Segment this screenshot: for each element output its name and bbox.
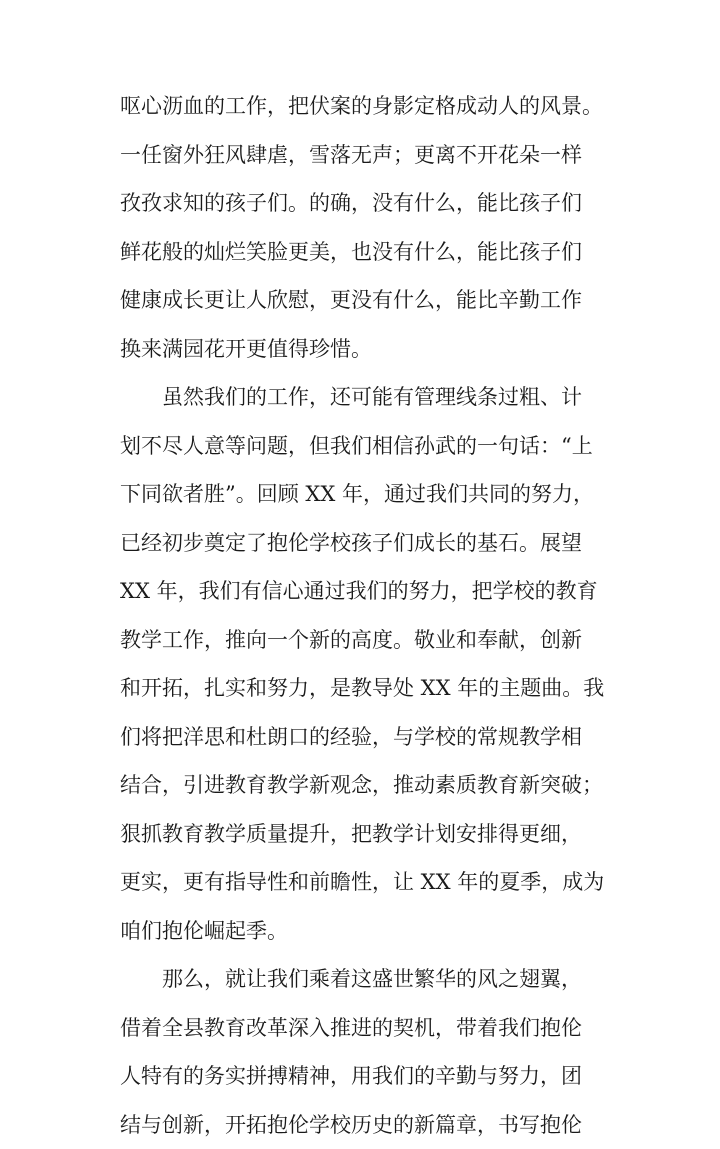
text-line: 们将把洋思和杜朗口的经验，与学校的常规教学相 xyxy=(120,713,610,762)
text-line: 结与创新，开拓抱伦学校历史的新篇章，书写抱伦 xyxy=(120,1101,610,1149)
text-line: 借着全县教育改革深入推进的契机，带着我们抱伦 xyxy=(120,1004,610,1053)
text-line: 结合，引进教育教学新观念，推动素质教育新突破； xyxy=(120,761,610,810)
text-line: 鲜花般的灿烂笑脸更美，也没有什么，能比孩子们 xyxy=(120,228,610,277)
text-line: 划不尽人意等问题，但我们相信孙武的一句话：“上 xyxy=(120,422,610,471)
text-line: 咱们抱伦崛起季。 xyxy=(120,907,610,956)
text-line: 更实，更有指导性和前瞻性，让 XX 年的夏季，成为 xyxy=(120,858,610,907)
text-line: 狠抓教育教学质量提升，把教学计划安排得更细， xyxy=(120,810,610,859)
text-line: XX 年，我们有信心通过我们的努力，把学校的教育 xyxy=(120,567,610,616)
text-line: 孜孜求知的孩子们。的确，没有什么，能比孩子们 xyxy=(120,179,610,228)
paragraph-start-line: 那么，就让我们乘着这盛世繁华的风之翅翼， xyxy=(120,955,610,1004)
body-text xyxy=(120,82,610,1149)
text-line: 教学工作，推向一个新的高度。敬业和奉献，创新 xyxy=(120,616,610,665)
text-line: 已经初步奠定了抱伦学校孩子们成长的基石。展望 xyxy=(120,519,610,568)
text-line: 呕心沥血的工作，把伏案的身影定格成动人的风景。 xyxy=(120,82,610,131)
text-line: 和开拓，扎实和努力，是教导处 XX 年的主题曲。我 xyxy=(120,664,610,713)
text-line: 换来满园花开更值得珍惜。 xyxy=(120,325,610,374)
text-line: 一任窗外狂风肆虐，雪落无声；更离不开花朵一样 xyxy=(120,131,610,180)
text-line: 人特有的务实拼搏精神，用我们的辛勤与努力，团 xyxy=(120,1052,610,1101)
text-line: 健康成长更让人欣慰，更没有什么，能比辛勤工作 xyxy=(120,276,610,325)
text-line: 下同欲者胜”。回顾 XX 年，通过我们共同的努力， xyxy=(120,470,610,519)
paragraph-start-line: 虽然我们的工作，还可能有管理线条过粗、计 xyxy=(120,373,610,422)
